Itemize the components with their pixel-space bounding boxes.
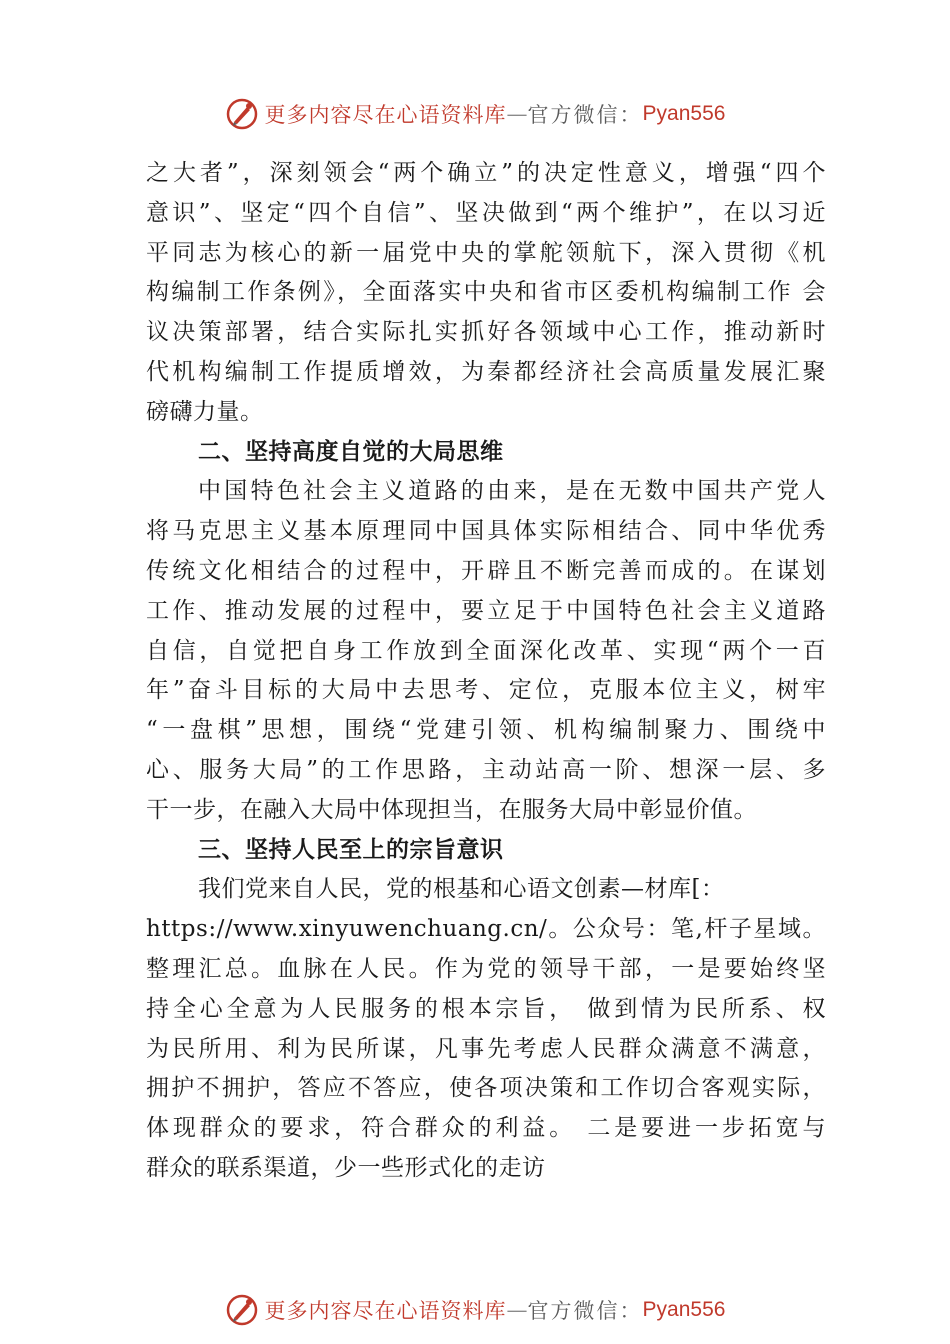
- text-line: 将马克思主义基本原理同中国具体实际相结合、同中华优秀: [146, 518, 826, 545]
- text-line: 平同志为核心的新一届党中央的掌舵领航下，深入贯彻《机: [146, 239, 826, 266]
- pen-logo-icon: [225, 1293, 259, 1327]
- text-line: 代机构编制工作提质增效，为秦都经济社会高质量发展汇聚: [146, 358, 826, 385]
- watermark-brand-text: 更多内容尽在心语资料库: [264, 103, 507, 127]
- watermark-wechat-id: Pyan556: [642, 102, 726, 125]
- section-heading-3: 三、坚持人民至上的宗旨意识: [198, 836, 504, 863]
- paragraph: [146, 870, 826, 1188]
- text-line: 干一步，在融入大局中体现担当，在服务大局中彰显价值。: [146, 796, 757, 823]
- text-line: 之大者”，深刻领会“两个确立”的决定性意义，增强“四个: [146, 160, 826, 186]
- text-line: 群众的联系渠道，少一些形式化的走访: [146, 1154, 546, 1181]
- paragraph: [146, 154, 826, 433]
- watermark-official-label: 官方微信：: [527, 103, 643, 127]
- section-heading-2: 二、坚持高度自觉的大局思维: [198, 438, 504, 465]
- text-line: 为民所用、利为民所谋，凡事先考虑人民群众满意不满意，: [146, 1035, 826, 1062]
- text-line: 传统文化相结合的过程中，开辟且不断完善而成的。在谋划: [146, 557, 826, 584]
- document-body: [146, 154, 826, 1189]
- text-line: 持全心全意为人民服务的根本宗旨， 做到情为民所系、权: [146, 995, 826, 1022]
- watermark-dash: —: [506, 1298, 528, 1322]
- text-line: 体现群众的要求，符合群众的利益。 二是要进一步拓宽与: [146, 1115, 826, 1142]
- watermark-wechat-id: Pyan556: [642, 1298, 726, 1321]
- paragraph: [146, 472, 826, 830]
- text-line: 整理汇总。血脉在人民。作为党的领导干部，一是要始终坚: [146, 955, 826, 982]
- text-line: 我们党来自人民，党的根基和心语文创素—材库[：: [198, 876, 725, 903]
- text-line: 工作、推动发展的过程中，要立足于中国特色社会主义道路: [146, 597, 826, 624]
- text-line: 构编制工作条例》，全面落实中央和省市区委机构编制工作 会: [146, 279, 826, 306]
- watermark-brand-text: 更多内容尽在心语资料库: [264, 1299, 507, 1323]
- watermark-official-label: 官方微信：: [527, 1299, 643, 1323]
- text-line: 自信，自觉把自身工作放到全面深化改革、实现“两个一百: [146, 637, 826, 664]
- text-line: 拥护不拥护，答应不答应，使各项决策和工作切合客观实际，: [146, 1075, 826, 1102]
- header-watermark-banner: [0, 92, 950, 136]
- text-line: 年”奋斗目标的大局中去思考、定位，克服本位主义，树牢: [146, 677, 826, 704]
- text-line: https://www.xinyuwenchuang.cn/。公众号：笔,杆子星域。: [146, 916, 826, 943]
- text-line: “一盘棋”思想，围绕“党建引领、机构编制聚力、围绕中: [146, 717, 826, 744]
- watermark-dash: —: [506, 102, 528, 126]
- text-line: 磅礴力量。: [146, 398, 264, 425]
- text-line: 意识”、坚定“四个自信”、坚决做到“两个维护”，在以习近: [146, 199, 826, 226]
- text-line: 心、服务大局”的工作思路，主动站高一阶、想深一层、多: [146, 756, 826, 783]
- pen-logo-icon: [225, 97, 259, 131]
- footer-watermark-banner: [0, 1288, 950, 1332]
- text-line: 中国特色社会主义道路的由来，是在无数中国共产党人: [198, 478, 826, 505]
- text-line: 议决策部署，结合实际扎实抓好各领域中心工作，推动新时: [146, 319, 826, 346]
